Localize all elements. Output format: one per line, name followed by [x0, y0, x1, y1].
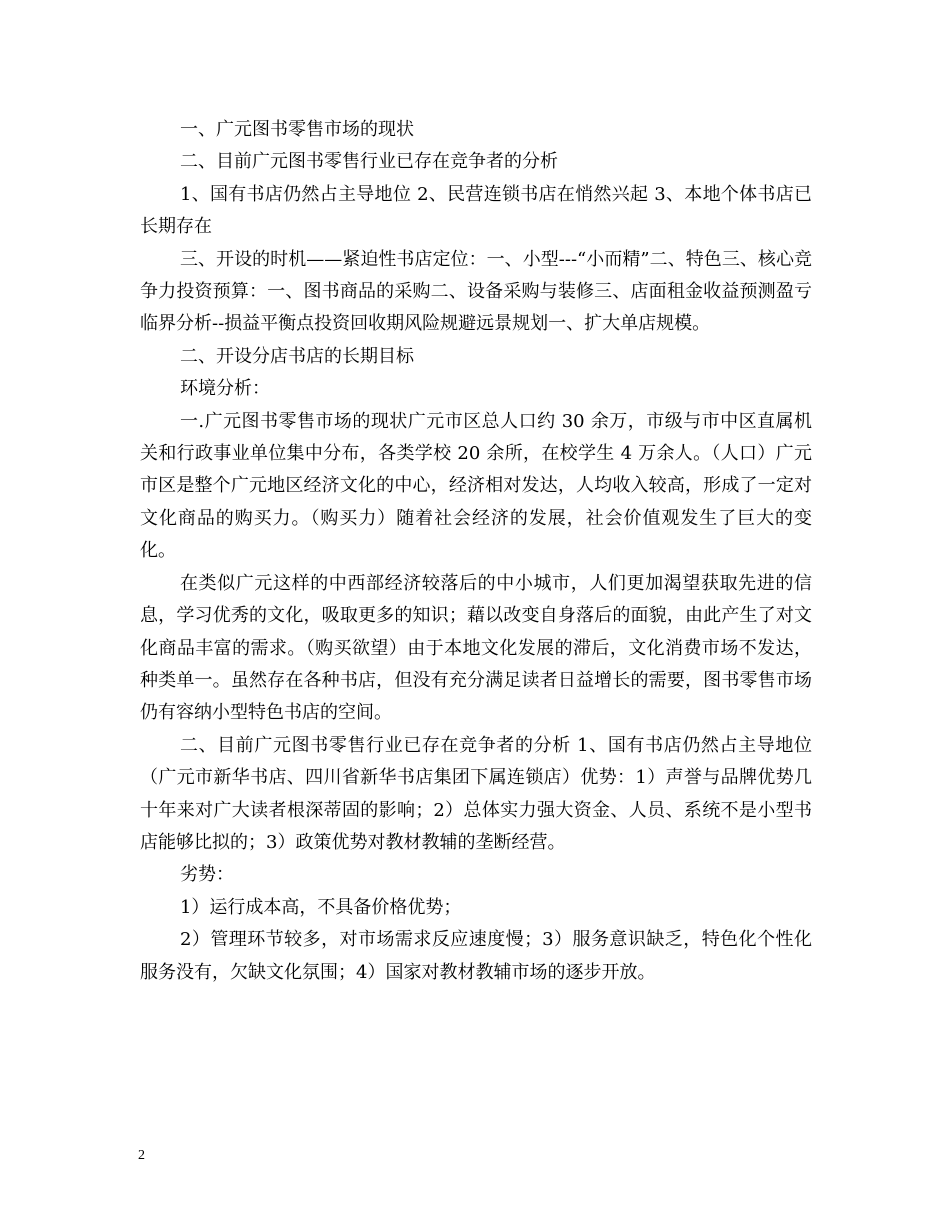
paragraph: 一.广元图书零售市场的现状广元市区总人口约 30 余万，市级与市中区直属机关和行政事业单位集中分布，各类学校 20 余所，在校学生 4 万余人。（人口）广元市区是整个广元地区经济文化的中心，经济相对发达，人均收入较高，形成了一定对文化商品的购买力。（购买力）随着社会经济的发展，社会价值观发生了巨大的变化。	[140, 410, 812, 562]
paragraph: 1、国有书店仍然占主导地位 2、民营连锁书店在悄然兴起 3、本地个体书店已长期存在	[140, 183, 812, 238]
paragraph: 2）管理环节较多，对市场需求反应速度慢；3）服务意识缺乏，特色化个性化服务没有，欠缺文化氛围；4）国家对教材教辅市场的逐步开放。	[140, 929, 812, 983]
page-number: 2	[138, 1148, 145, 1163]
paragraph: 环境分析：	[179, 378, 270, 400]
paragraph: 三、开设的时机——紧迫性书店定位：一、小型---“小而精”二、特色三、核心竞争力投资预算：一、图书商品的采购二、设备采购与装修三、店面租金收益预测盈亏临界分析--损益平衡点投资回收期风险规避远景规划一、扩大单店规模。	[140, 248, 812, 335]
paragraph: 二、目前广元图书零售行业已存在竞争者的分析	[179, 151, 558, 173]
paragraph: 二、开设分店书店的长期目标	[179, 345, 414, 367]
paragraph: 二、目前广元图书零售行业已存在竞争者的分析 1、国有书店仍然占主导地位（广元市新华书店、四川省新华书店集团下属连锁店）优势：1）声誉与品牌优势几十年来对广大读者根深蒂固的影响；2）总体实力强大资金、人员、系统不是小型书店能够比拟的；3）政策优势对教材教辅的垄断经营。	[140, 734, 812, 853]
paragraph: 1）运行成本高，不具备价格优势；	[179, 896, 462, 918]
paragraph: 在类似广元这样的中西部经济较落后的中小城市，人们更加渴望获取先进的信息，学习优秀的文化，吸取更多的知识；藉以改变自身落后的面貌，由此产生了对文化商品丰富的需求。（购买欲望）由于本地文化发展的滞后，文化消费市场不发达，种类单一。虽然存在各种书店，但没有充分满足读者日益增长的需要，图书零售市场仍有容纳小型特色书店的空间。	[140, 572, 812, 724]
paragraph: 一、广元图书零售市场的现状	[179, 119, 414, 140]
document-body	[140, 114, 812, 989]
paragraph: 劣势：	[179, 864, 234, 886]
